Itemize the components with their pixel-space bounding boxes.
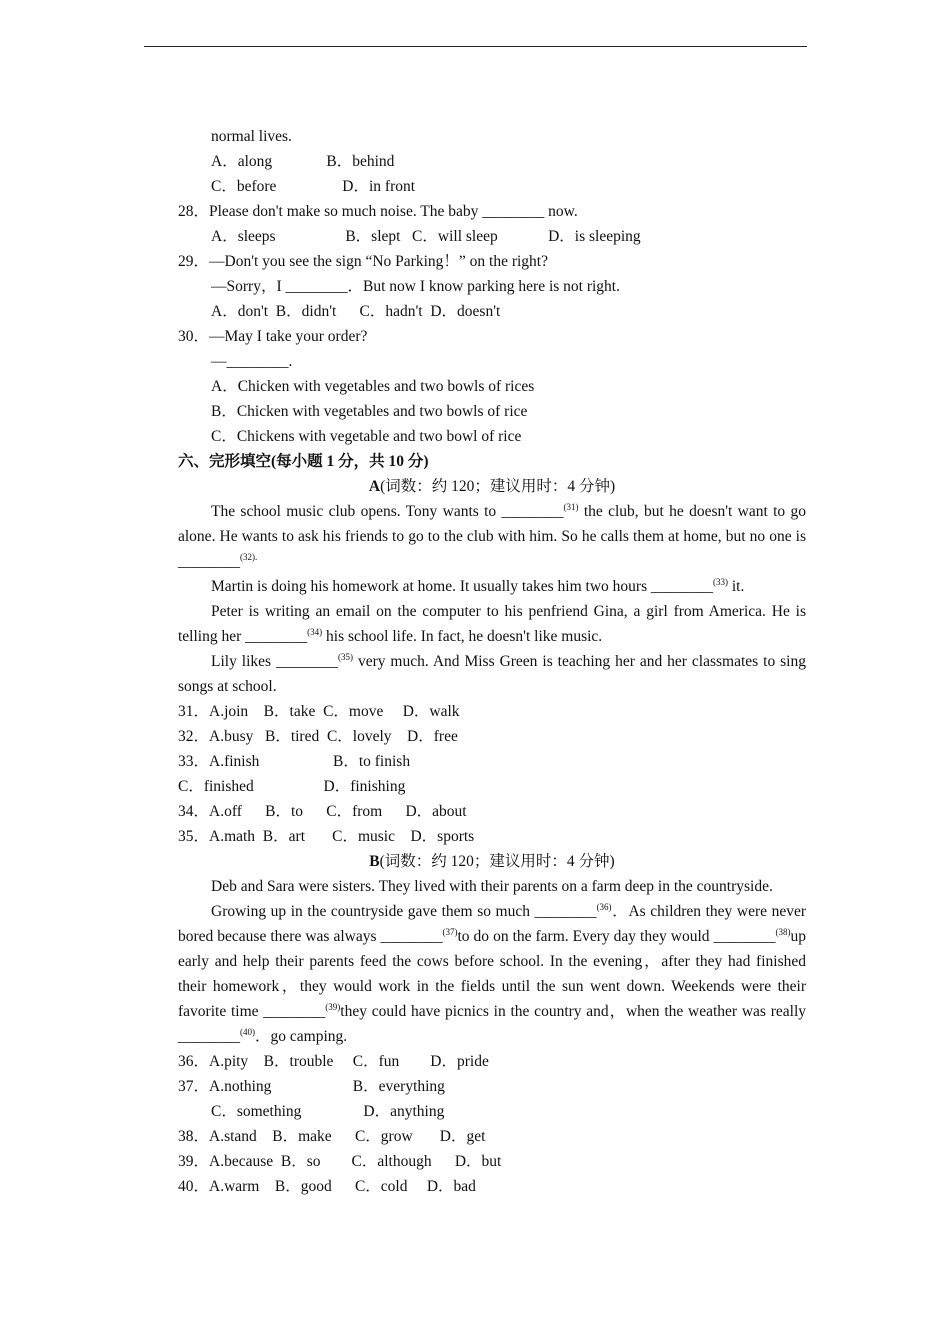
text-run: up early and help their parents feed the cows before school. In the evening，after they had finished their homework，they would work in the fields until the sun went down. Weekends were their favorite time ________ <box>178 928 807 1020</box>
option-line: C．something D．anything <box>211 1103 445 1120</box>
text-run: to do on the farm. Every day they would ________ <box>457 928 776 945</box>
option-line: 38．A.stand B．make C．grow D．get <box>178 1128 486 1145</box>
question-line: B．Chicken with vegetables and two bowls of rice <box>211 403 528 420</box>
passage-a-label: A <box>368 478 381 495</box>
text-run: Peter is writing an email on the computer to his penfriend Gina, a girl from America. He is telling her ________ <box>178 603 806 645</box>
question-line: A．don't B．didn't C．hadn't D．doesn't <box>211 303 501 320</box>
question-line: —________. <box>211 353 293 370</box>
option-line: 37．A.nothing B．everything <box>178 1078 445 1095</box>
blank-number: (32). <box>240 552 258 562</box>
text-run: ．go camping. <box>255 1028 348 1045</box>
passage-b-paragraph-1: Deb and Sara were sisters. They lived with their parents on a farm deep in the countryside. <box>211 878 773 895</box>
passage-a-paragraph-1 <box>178 499 806 574</box>
blank-number: (35) <box>338 652 353 662</box>
question-line: 28．Please don't make so much noise. The baby ________ now. <box>178 203 578 220</box>
section-heading: 六、完形填空(每小题 1 分，共 10 分) <box>178 453 429 470</box>
question-line: —Sorry，I ________．But now I know parking here is not right. <box>211 278 620 295</box>
blank-number: (37) <box>442 927 458 937</box>
text-run: The school music club opens. Tony wants to ________ <box>211 503 564 520</box>
option-line: 35．A.math B．art C．music D．sports <box>178 828 475 845</box>
passage-a-subtitle: (词数：约 120；建议用时：4 分钟) <box>380 478 616 495</box>
passage-a-paragraph-3 <box>178 599 806 649</box>
blank-number: (39) <box>325 1002 341 1012</box>
questions-27-30 <box>178 124 806 449</box>
passage-b-title <box>178 849 806 874</box>
passage-b-label: B <box>369 853 380 870</box>
option-line: 39．A.because B．so C．although D．but <box>178 1153 502 1170</box>
blank-number: (33) <box>712 577 728 587</box>
text-run: ．As children they were never bored because there was always ________ <box>178 903 806 945</box>
question-line: A．Chicken with vegetables and two bowls of rices <box>211 378 535 395</box>
question-line: C．before D．in front <box>211 178 416 195</box>
option-line: C．finished D．finishing <box>178 778 406 795</box>
question-line: A．sleeps B．slept C．will sleep D．is sleeping <box>211 228 641 245</box>
blank-number: (36) <box>596 902 612 912</box>
question-line: 29．—Don't you see the sign “No Parking！” on the right? <box>178 253 548 270</box>
text-run: it. <box>727 578 745 595</box>
options-31-35 <box>178 699 806 849</box>
text-run: very much. And Miss Green is teaching her and her classmates to sing songs at school. <box>178 653 806 695</box>
text-run: Martin is doing his homework at home. It usually takes him two hours ________ <box>211 578 713 595</box>
passage-a-title <box>178 474 806 499</box>
option-line: 31．A.join B．take C．move D．walk <box>178 703 460 720</box>
passage-b-subtitle: (词数：约 120；建议用时：4 分钟) <box>379 853 615 870</box>
text-run: the club, but he doesn't want to go alone. He wants to ask his friends to go to the club with him. So he calls them at home, but no one is ________ <box>178 503 806 570</box>
blank-number: (40) <box>240 1027 255 1037</box>
option-line: 32．A.busy B．tired C．lovely D．free <box>178 728 458 745</box>
text-run: Growing up in the countryside gave them so much ________ <box>211 903 597 920</box>
options-36-40 <box>178 1049 806 1199</box>
text-run: his school life. In fact, he doesn't like music. <box>322 628 603 645</box>
question-line: 30．—May I take your order? <box>178 328 368 345</box>
text-run: they could have picnics in the country and，when the weather was really ________ <box>178 1003 806 1045</box>
blank-number: (34) <box>307 627 323 637</box>
passage-a-paragraph-4 <box>178 649 806 699</box>
document-body <box>178 124 806 1199</box>
passage-b-paragraph-2 <box>178 899 806 1049</box>
question-line: A．along B．behind <box>211 153 395 170</box>
blank-number: (38) <box>775 927 791 937</box>
option-line: 40．A.warm B．good C．cold D．bad <box>178 1178 476 1195</box>
question-line: normal lives. <box>211 128 292 145</box>
passage-a-paragraph-2 <box>178 574 806 599</box>
text-run: Lily likes ________ <box>211 653 338 670</box>
blank-number: (31) <box>563 502 579 512</box>
header-rule <box>144 46 807 47</box>
option-line: 34．A.off B．to C．from D．about <box>178 803 467 820</box>
question-line: C．Chickens with vegetable and two bowl of rice <box>211 428 522 445</box>
option-line: 36．A.pity B．trouble C．fun D．pride <box>178 1053 489 1070</box>
option-line: 33．A.finish B．to finish <box>178 753 411 770</box>
